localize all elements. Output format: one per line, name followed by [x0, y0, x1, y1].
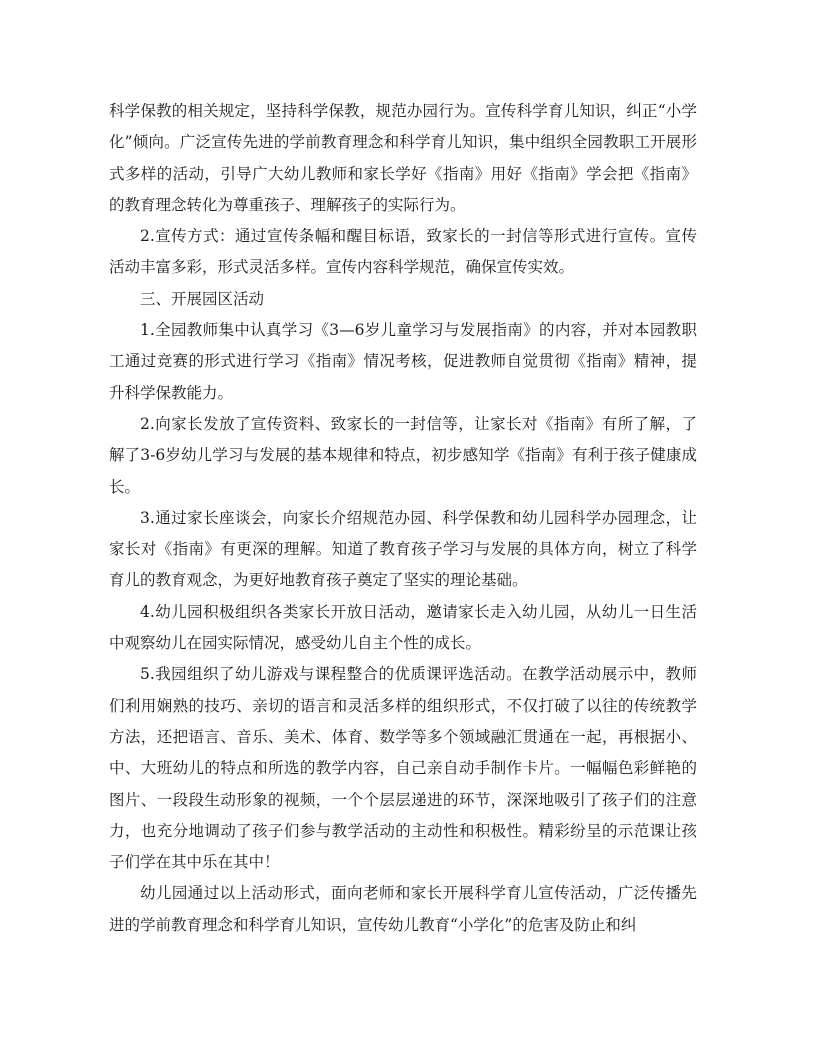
section-heading-3: 三、开展园区活动: [140, 289, 265, 308]
paragraph-5: 2.向家长发放了宣传资料、致家长的一封信等，让家长对《指南》有所了解，了解了3-6岁幼儿学习与发展的基本规律和特点，初步感知学《指南》有利于孩子健康成长。: [109, 414, 697, 496]
paragraph-1: 科学保教的相关规定，坚持科学保教，规范办园行为。宣传科学育儿知识，纠正“小学化”倾向。广泛宣传先进的学前教育理念和科学育儿知识，集中组织全园教职工开展形式多样的活动，引导广大幼儿教师和家长学好《指南》用好《指南》学会把《指南》的教育理念转化为尊重孩子、理解孩子的实际行为。: [109, 102, 697, 214]
paragraph-8: 5.我园组织了幼儿游戏与课程整合的优质课评选活动。在教学活动展示中，教师们利用娴熟的技巧、亲切的语言和灵活多样的组织形式，不仅打破了以往的传统教学方法，还把语言、音乐、美术、体育、数学等多个领域融汇贯通在一起，再根据小、中、大班幼儿的特点和所选的教学内容，自己亲自动手制作卡片。一幅幅色彩鲜艳的图片、一段段生动形象的视频，一个个层层递进的环节，深深地吸引了孩子们的注意力，也充分地调动了孩子们参与教学活动的主动性和积极性。精彩纷呈的示范课让孩子们学在其中乐在其中！: [109, 665, 697, 872]
document-page: [109, 96, 697, 941]
paragraph-6: 3.通过家长座谈会，向家长介绍规范办园、科学保教和幼儿园科学办园理念，让家长对《指南》有更深的理解。知道了教育孩子学习与发展的具体方向，树立了科学育儿的教育观念，为更好地教育孩子奠定了坚实的理论基础。: [109, 508, 697, 590]
paragraph-2: 2.宣传方式：通过宣传条幅和醒目标语，致家长的一封信等形式进行宣传。宣传活动丰富多彩，形式灵活多样。宣传内容科学规范，确保宣传实效。: [109, 227, 697, 277]
paragraph-7: 4.幼儿园积极组织各类家长开放日活动，邀请家长走入幼儿园，从幼儿一日生活中观察幼儿在园实际情况，感受幼儿自主个性的成长。: [109, 602, 697, 653]
paragraph-4: 1.全园教师集中认真学习《3—6岁儿童学习与发展指南》的内容，并对本园教职工通过竞赛的形式进行学习《指南》情况考核，促进教师自觉贯彻《指南》精神，提升科学保教能力。: [109, 321, 697, 402]
paragraph-9: 幼儿园通过以上活动形式，面向老师和家长开展科学育儿宣传活动，广泛传播先进的学前教育理念和科学育儿知识，宣传幼儿教育“小学化”的危害及防止和纠: [109, 884, 697, 934]
